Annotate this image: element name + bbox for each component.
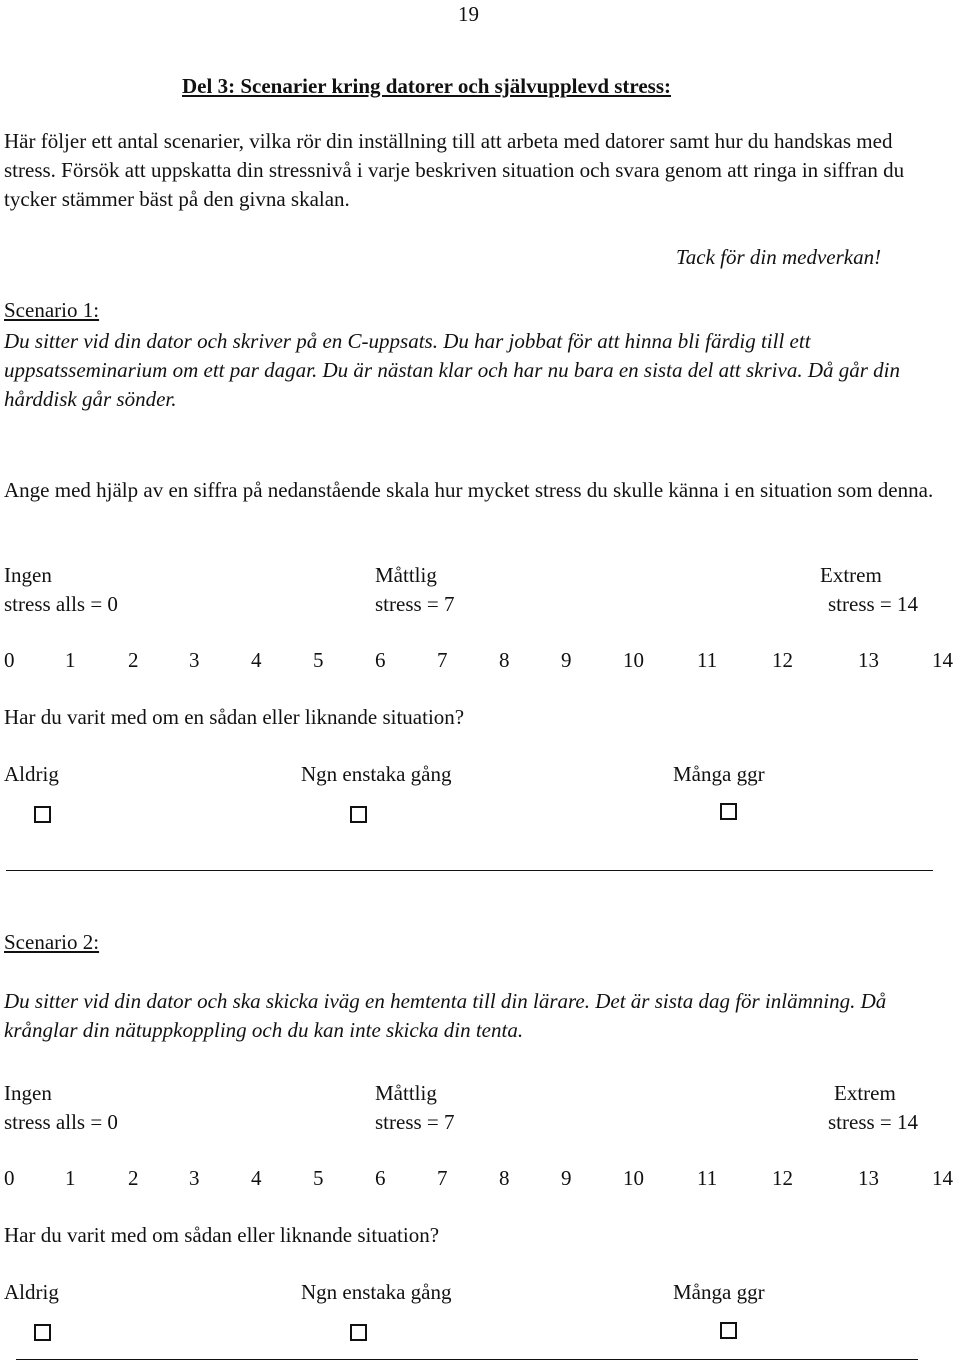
option-1-sometimes-label: Ngn enstaka gång — [301, 762, 452, 786]
scale-1-number[interactable]: 12 — [772, 648, 793, 672]
scale-2-number[interactable]: 10 — [623, 1166, 644, 1190]
scale-1-number[interactable]: 11 — [697, 648, 718, 672]
scale-1-low-top: Ingen — [4, 563, 52, 587]
scale-1-number[interactable]: 9 — [561, 648, 572, 672]
scale-1-number[interactable]: 5 — [313, 648, 324, 672]
scale-1-number[interactable]: 13 — [858, 648, 879, 672]
scale-1-high-bottom: stress = 14 — [828, 592, 919, 616]
page-number: 19 — [458, 2, 479, 26]
scale-2-number[interactable]: 0 — [4, 1166, 15, 1190]
scale-2-number[interactable]: 8 — [499, 1166, 510, 1190]
scale-2-number[interactable]: 12 — [772, 1166, 793, 1190]
scale-2-mid-bottom: stress = 7 — [375, 1110, 455, 1134]
section-heading: Del 3: Scenarier kring datorer och självupplevd stress: — [182, 74, 672, 98]
scenario-2-text: Du sitter vid din dator och ska skicka iväg en hemtenta till din lärare. Det är sista dag för inlämning. Då krånglar din nätuppkoppling och du kan inte skicka din tenta. — [4, 989, 887, 1042]
option-2-sometimes-checkbox[interactable] — [350, 1324, 367, 1341]
scenario-1-label: Scenario 1: — [4, 298, 100, 322]
option-2-never-checkbox[interactable] — [34, 1324, 51, 1341]
scale-1-numbers — [0, 646, 960, 676]
scenario-2-question: Har du varit med om sådan eller liknande situation? — [4, 1223, 440, 1247]
scale-1-mid-bottom: stress = 7 — [375, 592, 455, 616]
intro-paragraph: Här följer ett antal scenarier, vilka rör din inställning till att arbeta med datorer samt hur du handskas med stress. Försök att uppskatta din stressnivå i varje beskriven situation och svara genom att ringa in siffran du tycker stämmer bäst på den givna skalan. — [4, 129, 905, 211]
option-1-sometimes-checkbox[interactable] — [350, 806, 367, 823]
option-1-never-label: Aldrig — [4, 762, 59, 786]
scale-2-number[interactable]: 6 — [375, 1166, 386, 1190]
scale-2-number[interactable]: 1 — [65, 1166, 76, 1190]
option-2-never-label: Aldrig — [4, 1280, 59, 1304]
option-1-often-label: Många ggr — [673, 762, 765, 786]
scenario-1-instruction: Ange med hjälp av en siffra på nedanstående skala hur mycket stress du skulle känna i en situation som denna. — [4, 478, 934, 502]
scale-2-high-top: Extrem — [834, 1081, 896, 1105]
scale-1-number[interactable]: 0 — [4, 648, 15, 672]
scale-2-low-bottom: stress alls = 0 — [4, 1110, 118, 1134]
section-divider — [16, 1359, 918, 1360]
scale-2-mid-top: Måttlig — [375, 1081, 437, 1105]
scale-2-number[interactable]: 9 — [561, 1166, 572, 1190]
scale-1-mid-top: Måttlig — [375, 563, 437, 587]
scale-1-number[interactable]: 1 — [65, 648, 76, 672]
scale-2-number[interactable]: 2 — [128, 1166, 139, 1190]
option-1-never-checkbox[interactable] — [34, 806, 51, 823]
option-2-sometimes-label: Ngn enstaka gång — [301, 1280, 452, 1304]
scale-1-number[interactable]: 2 — [128, 648, 139, 672]
scale-2-number[interactable]: 5 — [313, 1166, 324, 1190]
scale-2-number[interactable]: 7 — [437, 1166, 448, 1190]
scenario-1-question: Har du varit med om en sådan eller liknande situation? — [4, 705, 465, 729]
scale-2-numbers — [0, 1164, 960, 1194]
scale-2-number[interactable]: 14 — [932, 1166, 953, 1190]
scale-1-number[interactable]: 6 — [375, 648, 386, 672]
option-1-often-checkbox[interactable] — [720, 803, 737, 820]
option-2-often-checkbox[interactable] — [720, 1322, 737, 1339]
section-divider — [6, 870, 933, 871]
scale-1-low-bottom: stress alls = 0 — [4, 592, 118, 616]
scale-1-number[interactable]: 8 — [499, 648, 510, 672]
scale-2-low-top: Ingen — [4, 1081, 52, 1105]
scale-2-high-bottom: stress = 14 — [828, 1110, 919, 1134]
scale-1-number[interactable]: 3 — [189, 648, 200, 672]
scale-1-number[interactable]: 4 — [251, 648, 262, 672]
scale-1-high-top: Extrem — [820, 563, 882, 587]
option-2-often-label: Många ggr — [673, 1280, 765, 1304]
scenario-2-label: Scenario 2: — [4, 930, 100, 954]
scale-1-number[interactable]: 14 — [932, 648, 953, 672]
scenario-1-text: Du sitter vid din dator och skriver på en C-uppsats. Du har jobbat för att hinna bli färdig till ett uppsatsseminarium om ett par dagar. Du är nästan klar och har nu bara en sista del att skriva. Då går din hårddisk går sönder. — [4, 329, 901, 411]
scale-2-number[interactable]: 4 — [251, 1166, 262, 1190]
scale-1-number[interactable]: 10 — [623, 648, 644, 672]
thanks-note: Tack för din medverkan! — [676, 245, 882, 269]
scale-2-number[interactable]: 3 — [189, 1166, 200, 1190]
scale-1-number[interactable]: 7 — [437, 648, 448, 672]
scale-2-number[interactable]: 13 — [858, 1166, 879, 1190]
scale-2-number[interactable]: 11 — [697, 1166, 718, 1190]
